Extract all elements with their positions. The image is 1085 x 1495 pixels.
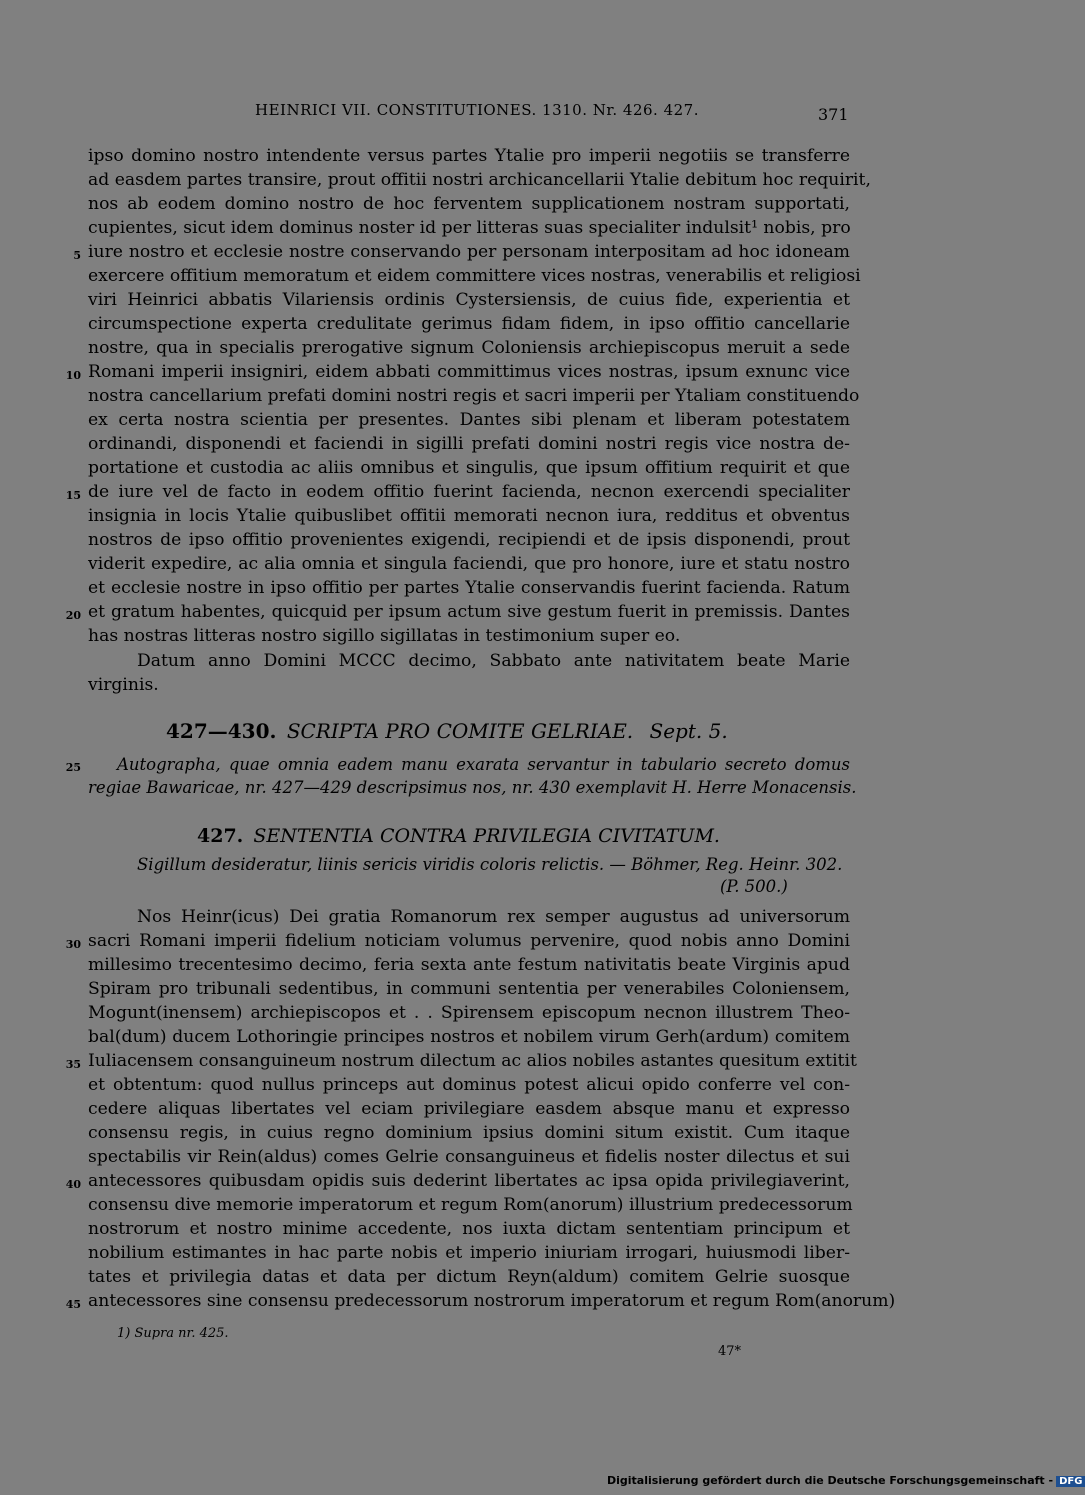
text-line: ordinandi, disponendi et faciendi in sigilli prefati domini nostri regis vice nostra de- [88, 434, 850, 454]
footnote: 1) Supra nr. 425. [117, 1326, 229, 1341]
running-title: HEINRICI VII. CONSTITUTIONES. 1310. Nr. 426. 427. [255, 101, 699, 119]
section-date: Sept. 5. [649, 719, 728, 743]
dfg-logo: DFG [1056, 1476, 1085, 1487]
text-line: exercere offitium memoratum et eidem committere vices nostras, venerabilis et religiosi [88, 266, 861, 286]
text-line: bal(dum) ducem Lothoringie principes nostros et nobilem virum Gerh(ardum) comitem [88, 1027, 850, 1047]
text-line: de iure vel de facto in eodem offitio fuerint facienda, necnon exercendi specialiter [88, 482, 850, 502]
line-number: 45 [65, 1298, 81, 1311]
line-number: 40 [65, 1178, 81, 1191]
text-line: antecessores sine consensu predecessorum nostrorum imperatorum et regum Rom(anorum) [88, 1291, 896, 1311]
text-line: tates et privilegia datas et data per dictum Reyn(aldum) comitem Gelrie suosque [88, 1267, 850, 1287]
doc427-title: SENTENTIA CONTRA PRIVILEGIA CIVITATUM. [253, 825, 720, 847]
signature-mark: 47* [718, 1344, 742, 1359]
doc427-number: 427. [197, 825, 244, 847]
section-heading [166, 719, 728, 743]
text-line: portatione et custodia ac aliis omnibus et singulis, que ipsum offitium requirit et que [88, 458, 850, 478]
text-line: circumspectione experta credulitate gerimus fidam fidem, in ipso offitio cancellarie [88, 314, 850, 334]
footer-credit [607, 1474, 1085, 1487]
line-number: 5 [73, 249, 81, 262]
seal-note: Sigillum desideratur, liinis sericis viridis coloris relictis. — Böhmer, Reg. Heinr. 302. [137, 855, 843, 874]
text-line: et ecclesie nostre in ipso offitio per partes Ytalie conservandis fuerint facienda. Ratum [88, 578, 850, 598]
datum-line: Datum anno Domini MCCC decimo, Sabbato ante nativitatem beate Marie [137, 651, 850, 671]
text-line: Spiram pro tribunali sedentibus, in communi sententia per venerabiles Coloniensem, [88, 979, 850, 999]
text-line: Iuliacensem consanguineum nostrum dilectum ac alios nobiles astantes quesitum extitit [88, 1051, 857, 1071]
text-line: nostre, qua in specialis prerogative signum Coloniensis archiepiscopus meruit a sede [88, 338, 850, 358]
text-line: ipso domino nostro intendente versus partes Ytalie pro imperii negotiis se transferre [88, 146, 850, 166]
section-note: Autographa, quae omnia eadem manu exarata servantur in tabulario secreto domus [117, 755, 850, 774]
footer-credit-text: Digitalisierung gefördert durch die Deutsche Forschungsgemeinschaft - [607, 1474, 1054, 1487]
line-number: 30 [65, 938, 81, 951]
text-line: consensu dive memorie imperatorum et regum Rom(anorum) illustrium predecessorum [88, 1195, 853, 1215]
text-line: nostrorum et nostro minime accedente, nos iuxta dictam sententiam principum et [88, 1219, 850, 1239]
text-line: nostros de ipso offitio provenientes exigendi, recipiendi et de ipsis disponendi, prout [88, 530, 850, 550]
text-line: Romani imperii insigniri, eidem abbati committimus vices nostras, ipsum exnunc vice [88, 362, 850, 382]
text-line: has nostras litteras nostro sigillo sigillatas in testimonium super eo. [88, 626, 681, 646]
line-number: 35 [65, 1058, 81, 1071]
text-line: nostra cancellarium prefati domini nostri regis et sacri imperii per Ytaliam constituendo [88, 386, 860, 406]
text-line: antecessores quibusdam opidis suis dederint libertates ac ipsa opida privilegiaverint, [88, 1171, 850, 1191]
line-number: 20 [65, 609, 81, 622]
line-number: 10 [65, 369, 81, 382]
text-line: viderit expedire, ac alia omnia et singula faciendi, que pro honore, iure et statu nostro [88, 554, 850, 574]
text-line: insignia in locis Ytalie quibuslibet offitii memorati necnon iura, redditus et obventus [88, 506, 850, 526]
text-line: consensu regis, in cuius regno dominium ipsius domini situm existit. Cum itaque [88, 1123, 850, 1143]
text-line: Nos Heinr(icus) Dei gratia Romanorum rex semper augustus ad universorum [137, 907, 850, 927]
section-note: regiae Bawaricae, nr. 427—429 descripsimus nos, nr. 430 exemplavit H. Herre Monacensis. [88, 778, 857, 797]
text-line: sacri Romani imperii fidelium noticiam volumus pervenire, quod nobis anno Domini [88, 931, 850, 951]
text-line: ex certa nostra scientia per presentes. Dantes sibi plenam et liberam potestatem [88, 410, 850, 430]
line-number: 25 [65, 761, 81, 774]
doc427-ref: (P. 500.) [720, 877, 788, 896]
datum-line-cont: virginis. [88, 675, 159, 695]
text-line: cedere aliquas libertates vel eciam privilegiare easdem absque manu et expresso [88, 1099, 850, 1119]
section-title: SCRIPTA PRO COMITE GELRIAE. [286, 719, 634, 743]
text-line: Mogunt(inensem) archiepiscopos et . . Spirensem episcopum necnon illustrem Theo- [88, 1003, 850, 1023]
text-line: cupientes, sicut idem dominus noster id per litteras suas specialiter indulsit¹ nobis, pro [88, 218, 851, 238]
text-line: et gratum habentes, quicquid per ipsum actum sive gestum fuerit in premissis. Dantes [88, 602, 850, 622]
page-number: 371 [818, 105, 849, 124]
text-line: et obtentum: quod nullus princeps aut dominus potest alicui opido conferre vel con- [88, 1075, 850, 1095]
text-line: spectabilis vir Rein(aldus) comes Gelrie consanguineus et fidelis noster dilectus et sui [88, 1147, 850, 1167]
text-line: viri Heinrici abbatis Vilariensis ordinis Cystersiensis, de cuius fide, experientia et [88, 290, 850, 310]
text-line: ad easdem partes transire, prout offitii nostri archicancellarii Ytalie debitum hoc requirit, [88, 170, 871, 190]
text-line: nobilium estimantes in hac parte nobis et imperio iniuriam irrogari, huiusmodi liber- [88, 1243, 850, 1263]
line-number: 15 [65, 489, 81, 502]
text-line: iure nostro et ecclesie nostre conservando per personam interpositam ad hoc idoneam [88, 242, 850, 262]
text-line: nos ab eodem domino nostro de hoc ferventem supplicationem nostram supportati, [88, 194, 850, 214]
text-line: millesimo trecentesimo decimo, feria sexta ante festum nativitatis beate Virginis apud [88, 955, 850, 975]
doc427-heading [197, 825, 720, 847]
section-number: 427—430. [166, 719, 277, 743]
